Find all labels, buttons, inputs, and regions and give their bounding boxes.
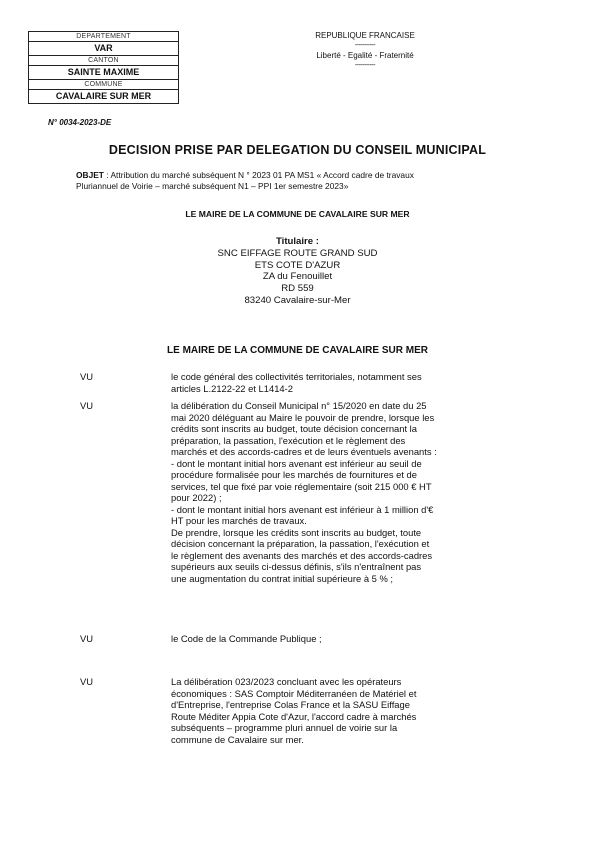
vu-line: le règlement des avenants des marchés et des accords-cadres bbox=[171, 549, 433, 561]
vu-line: supérieurs aux seuils ci-dessus définis, s'ils n'entraînent pas bbox=[171, 561, 422, 572]
administrative-header-table bbox=[28, 31, 179, 104]
vu-line: une augmentation du contrat initial supérieure à 5 % ; bbox=[171, 572, 394, 584]
vu-line: HT pour les marchés de travaux. bbox=[171, 515, 307, 526]
commune-label: COMMUNE bbox=[29, 80, 179, 90]
vu-line: mai 2020 déléguant au Maire le pouvoir de prendre, lorsque les bbox=[171, 411, 435, 423]
vu-line: le code général des collectivités territoriales, notamment ses bbox=[171, 371, 422, 382]
vu-line: La délibération 023/2023 concluant avec les opérateurs bbox=[171, 676, 402, 687]
canton-label: CANTON bbox=[29, 56, 179, 66]
titulaire-line: ZA du Fenouillet bbox=[262, 271, 333, 283]
vu-label: VU bbox=[80, 371, 94, 382]
republic-divider-1: ----------- bbox=[354, 42, 376, 49]
vu-line: marchés et des accords-cadres et de leurs éventuels avenants : bbox=[171, 446, 437, 457]
vu-text bbox=[171, 400, 551, 584]
vu-line: - dont le montant initial hors avenant est inférieur à 1 million d'€ bbox=[171, 503, 434, 515]
vu-line: Route Méditer Appia Cote d'Azur, l'accord cadre à marchés bbox=[171, 710, 417, 722]
vu-line: pour 2022) ; bbox=[171, 492, 222, 503]
titulaire-heading: Titulaire : bbox=[275, 236, 319, 247]
vu-line: procédure formalisée pour les marchés de fournitures et de bbox=[171, 469, 417, 480]
department-label: DEPARTEMENT bbox=[29, 32, 179, 42]
objet-label: OBJET bbox=[76, 170, 104, 180]
titulaire-block bbox=[0, 236, 595, 307]
objet-line-1: : Attribution du marché subséquent N ° 2023 01 PA MS1 « Accord cadre de travaux bbox=[103, 170, 414, 180]
vu-label: VU bbox=[80, 676, 94, 687]
republic-divider-2: ----------- bbox=[354, 62, 376, 69]
titulaire-line: SNC EIFFAGE ROUTE GRAND SUD bbox=[217, 247, 378, 259]
titulaire-line: ETS COTE D'AZUR bbox=[254, 259, 341, 271]
vu-line: préparation, la passation, l'exécution et le règlement des bbox=[171, 434, 406, 446]
titulaire-line: 83240 Cavalaire-sur-Mer bbox=[244, 294, 351, 306]
objet-line-2: Pluriannuel de Voirie – marché subséquent N1 – PPI 1er semestre 2023» bbox=[76, 181, 349, 191]
decision-reference: N° 0034-2023-DE bbox=[48, 118, 112, 127]
vu-line: services, tel que fixé par voie réglementaire (soit 215 000 € HT bbox=[171, 480, 432, 492]
vu-line: décision concernant la préparation, la passation, l'exécution et bbox=[171, 538, 430, 549]
vu-text bbox=[171, 371, 551, 394]
maire-heading-1: LE MAIRE DE LA COMMUNE DE CAVALAIRE SUR MER bbox=[185, 209, 410, 219]
maire-heading-2: LE MAIRE DE LA COMMUNE DE CAVALAIRE SUR MER bbox=[167, 345, 428, 356]
commune-value: CAVALAIRE SUR MER bbox=[29, 90, 179, 104]
vu-line: De prendre, lorsque les crédits sont inscrits au budget, toute bbox=[171, 526, 422, 538]
vu-line: articles L.2122-22 et L1414-2 bbox=[171, 382, 293, 394]
vu-line: - dont le montant initial hors avenant est inférieur au seuil de bbox=[171, 457, 422, 469]
objet-block bbox=[76, 170, 554, 192]
vu-line: la délibération du Conseil Municipal n° 15/2020 en date du 25 bbox=[171, 400, 427, 411]
page-title: DECISION PRISE PAR DELEGATION DU CONSEIL MUNICIPAL bbox=[108, 143, 487, 157]
vu-line: économiques : SAS Comptoir Méditerranéen de Matériel et bbox=[171, 687, 417, 699]
republic-name: REPUBLIQUE FRANCAISE bbox=[315, 31, 415, 40]
department-value: VAR bbox=[29, 42, 179, 56]
vu-line: le Code de la Commande Publique ; bbox=[171, 633, 322, 644]
vu-label: VU bbox=[80, 633, 94, 644]
republic-block bbox=[290, 31, 440, 71]
vu-line: crédits sont inscrits au budget, toute décision concernant la bbox=[171, 423, 417, 434]
canton-value: SAINTE MAXIME bbox=[29, 66, 179, 80]
republic-motto: Liberté - Egalité - Fraternité bbox=[316, 51, 414, 60]
vu-line: d'Entreprise, l'entreprise Colas France et la SASU Eiffage bbox=[171, 699, 410, 710]
vu-text bbox=[171, 633, 551, 645]
titulaire-line: RD 559 bbox=[281, 283, 314, 295]
vu-text bbox=[171, 676, 551, 745]
vu-line: subséquents – programme pluri annuel de voirie sur la bbox=[171, 722, 398, 733]
vu-label: VU bbox=[80, 400, 94, 411]
vu-line: commune de Cavalaire sur mer. bbox=[171, 733, 304, 745]
